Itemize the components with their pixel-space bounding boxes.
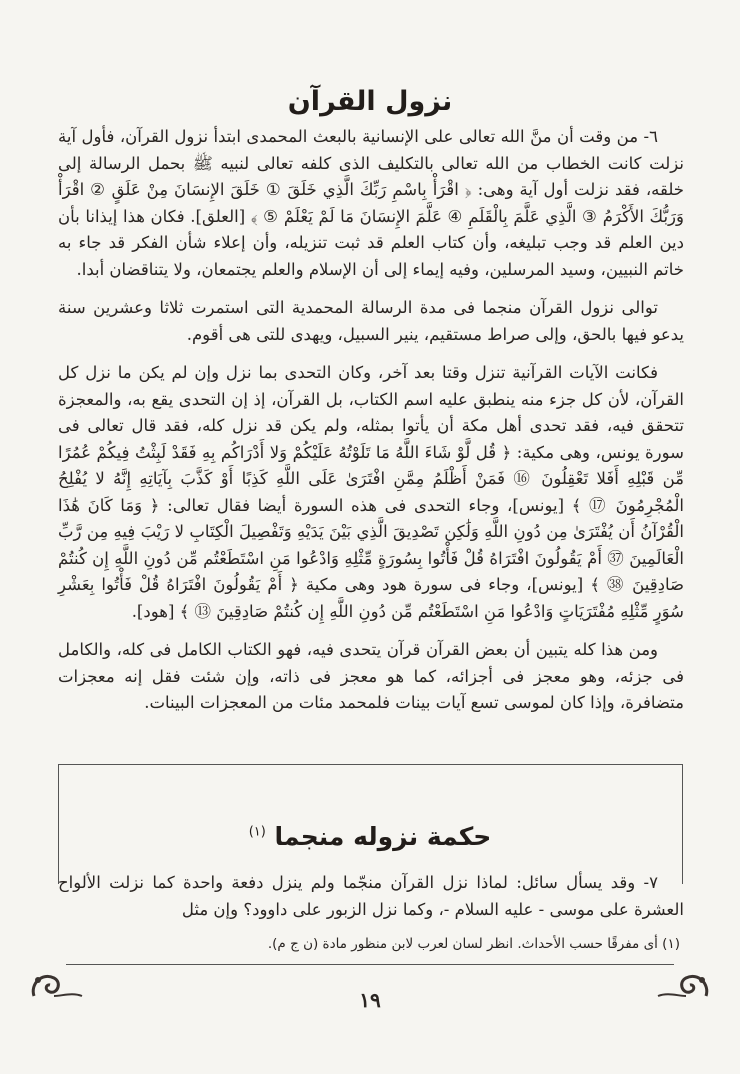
frame-top-rule <box>58 764 682 765</box>
wisdom-heading: حكمة نزوله منجما $^{(١)}$ <box>248 822 492 851</box>
paragraph: ومن هذا كله يتبين أن بعض القرآن قرآن يتحدى فيه، فهو الكتاب الكامل فى كله، والكامل فى جزئه، وهو معجز فى أجزائه، كما هو معجز فى ذاته، وإن شئت فقل إنه معجزات متضافرة، وإذا كان لموسى تسع آيات بينات فلمحمد مئات من المعجزات البينات. <box>58 640 684 712</box>
paragraph: توالى نزول القرآن منجما فى مدة الرسالة المحمدية التى استمرت ثلاثا وعشرين سنة يدعو فيها بالحق، وإلى صراط مستقيم، ينير السبيل، ويهدى للتى هى أقوم. <box>58 298 684 344</box>
paragraph: ٦- من وقت أن منَّ الله تعالى على الإنسانية بالبعث المحمدى ابتدأ نزول القرآن، فأول آية نزلت كانت الخطاب من الله تعالى بالتكليف الذى كلفه تعالى لنبيه ﷺ بحمل الرسالة إلى خلقه، فقد نزلت أول آية وهى: ﴿ اقْرَأْ بِاسْمِ رَبِّكَ الَّذِي خَلَقَ ① خَلَقَ الإِنسَانَ مِنْ عَلَقٍ ② اقْرَأْ وَرَبُّكَ الأَكْرَمُ ③ الَّذِي عَلَّمَ بِالْقَلَمِ ④ عَلَّمَ الإِنسَانَ مَا لَمْ يَعْلَمْ ⑤ ﴾ [العلق]. فكان هذا إيذانا بأن دين العلم قد وجب تبليغه، وأن كتاب العلم قد ثبت تنزيله، وأن إعلاء شأن الفكر قد جاء به خاتم النبيين، وسيد المرسلين، وفيه إيماء إلى أن الإسلام والعلم يجتمعان، ولا يتناقضان أبدا. <box>58 127 684 279</box>
section-revelation <box>58 124 684 729</box>
section-wisdom <box>58 870 684 935</box>
footnote: (١) أى مفرقًا حسب الأحداث. انظر لسان لعرب لابن منظور مادة (ن ج م). <box>267 936 680 952</box>
paragraph: ٧- وقد يسأل سائل: لماذا نزل القرآن منجّما ولم ينزل دفعة واحدة كما نزلت الألواح العشرة على موسى - عليه السلام -، وكما نزل الزبور على داوود؟ وإن مثل <box>58 873 684 919</box>
footnote-marker: (١) <box>248 824 266 840</box>
paragraph: فكانت الآيات القرآنية تنزل وقتا بعد آخر، وكان التحدى بما نزل وإن لم يكن ما نزل كل القرآن، لأن كل جزء منه ينطبق عليه اسم الكتاب، بل القرآن، إذ إن التحدى يقع به، والمعجزة تتحقق فيه، فقد تحدى أهل مكة أن يأتوا بمثله، ولم يكن قد نزل كله، فقد قال تعالى فى سورة يونس، وهى مكية: ﴿ قُل لَّوْ شَاءَ اللَّهُ مَا تَلَوْتُهُ عَلَيْكُمْ وَلا أَدْرَاكُم بِهِ فَقَدْ لَبِثْتُ فِيكُمْ عُمُرًا مِّن قَبْلِهِ أَفَلا تَعْقِلُونَ ⑯ فَمَنْ أَظْلَمُ مِمَّنِ افْتَرَىٰ عَلَى اللَّهِ كَذِبًا أَوْ كَذَّبَ بِآيَاتِهِ إِنَّهُ لا يُفْلِحُ الْمُجْرِمُونَ ⑰ ﴾ [يونس]، وجاء التحدى فى هذه السورة أيضا فقال تعالى: ﴿ وَمَا كَانَ هَٰذَا الْقُرْآنُ أَن يُفْتَرَىٰ مِن دُونِ اللَّهِ وَلَٰكِن تَصْدِيقَ الَّذِي بَيْنَ يَدَيْهِ وَتَفْصِيلَ الْكِتَابِ لا رَيْبَ فِيهِ مِن رَّبِّ الْعَالَمِينَ ㊲ أَمْ يَقُولُونَ افْتَرَاهُ قُلْ فَأْتُوا بِسُورَةٍ مِّثْلِهِ وَادْعُوا مَنِ اسْتَطَعْتُم مِّن دُونِ اللَّهِ إِن كُنتُمْ صَادِقِينَ ㊳ ﴾ [يونس]، وجاء فى سورة هود وهى مكية ﴿ أَمْ يَقُولُونَ افْتَرَاهُ قُلْ فَأْتُوا بِعَشْرِ سُوَرٍ مِّثْلِهِ مُفْتَرَيَاتٍ وَادْعُوا مَنِ اسْتَطَعْتُم مِّن دُونِ اللَّهِ إِن كُنتُمْ صَادِقِينَ ⑬ ﴾ [هود]. <box>58 363 684 621</box>
footer-rule <box>66 964 674 965</box>
page-number: ١٩ <box>359 988 381 1012</box>
main-heading: نزول القرآن <box>287 86 453 117</box>
